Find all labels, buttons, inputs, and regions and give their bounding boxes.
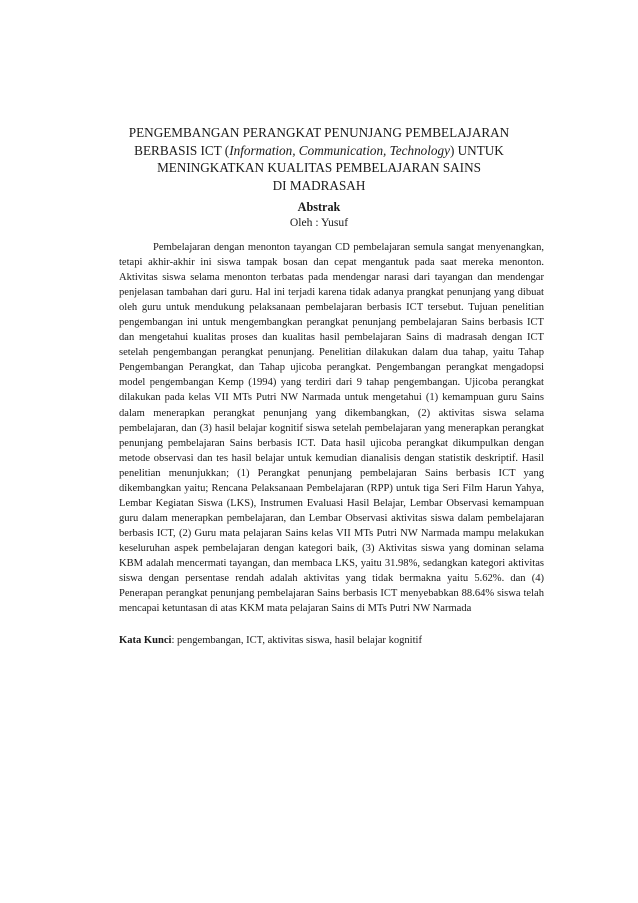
paper-title xyxy=(100,124,538,194)
keywords xyxy=(119,633,544,648)
title-line-4: DI MADRASAH xyxy=(272,177,366,193)
title-line-2-prefix: BERBASIS ICT ( xyxy=(134,142,230,158)
abstract-body: Pembelajaran dengan menonton tayangan CD pembelajaran semula sangat menyenangkan, tetapi akhir-akhir ini siswa tampak bosan dan cepat mengantuk pada saat mereka menonton. Aktivitas siswa selama menonton terbatas pada mendengar narasi dari tayangan dan mendengar penjelasan tambahan dari guru. Hal ini terjadi karena tidak adanya prangkat penunjang yang dibuat oleh guru untuk mendukung pelaksanaan pembelajaran berbasis ICT tersebut. Tujuan penelitian pengembangan ini untuk mengembangkan perangkat penunjang pembelajaran Sains berbasis ICT dan mengetahui kualitas proses dan kualitas hasil pembelajaran Sains di madrasah dengan ICT setelah pengembangan perangkat penunjang. Penelitian dilakukan dalam dua tahap, yaitu Tahap Pengembangan Perangkat, dan Tahap ujicoba perangkat. Pengembangan perangkat mengadopsi model pengembangan Kemp (1994) yang terdiri dari 9 tahap pengembangan. Ujicoba perangkat dilakukan pada kelas VII MTs Putri NW Narmada untuk mengetahui (1) kemampuan guru Sains dalam menerapkan perangkat penunjang yang dikembangkan, (2) aktivitas siswa selama pembelajaran, dan (3) hasil belajar kognitif siswa setelah pembelajaran yang menerapkan perangkat penunjang pembelajaran Sains berbasis ICT. Data hasil ujicoba perangkat dikumpulkan dengan metode observasi dan tes hasil belajar untuk kemudian dianalisis dengan statistik deskriptif. Hasil penelitian menunjukkan; (1) Perangkat penunjang pembelajaran Sains berbasis ICT yang dikembangkan yaitu; Rencana Pelaksanaan Pembelajaran (RPP) untuk tiga Seri Film Harun Yahya, Lembar Kegiatan Siswa (LKS), Instrumen Evaluasi Hasil Belajar, Lembar Observasi kemampuan guru dalam menerapkan pembelajaran, dan Lembar Observasi aktivitas siswa dalam pembelajaran berbasis ICT, (2) Guru mata pelajaran Sains kelas VII MTs Putri NW Narmada mampu melakukan keseluruhan aspek pembelajaran dengan kategori baik, (3) Aktivitas siswa yang dominan selama KBM adalah mencermati tayangan, dan membaca LKS, yaitu 31.98%, sedangkan kategori aktivitas siswa dengan persentase rendah adalah aktivitas yang tidak bermakna yaitu 5.62%. dan (4) Penerapan perangkat penunjang pembelajaran Sains berbasis ICT menyebabkan 88.64% siswa telah mencapai ketuntasan di atas KKM mata pelajaran Sains di MTs Putri NW Narmada xyxy=(119,242,544,615)
title-line-2-suffix: ) UNTUK xyxy=(449,142,504,158)
author-line: Oleh : Yusuf xyxy=(289,216,349,229)
title-line-1: PENGEMBANGAN PERANGKAT PENUNJANG PEMBELAJARAN xyxy=(128,125,510,140)
title-line-3: MENINGKATKAN KUALITAS PEMBELAJARAN SAINS xyxy=(157,160,481,175)
title-line-2-italic: Information, Communication, Technology xyxy=(229,142,450,158)
keywords-text: : pengembangan, ICT, aktivitas siswa, hasil belajar kognitif xyxy=(171,635,422,646)
abstract-heading: Abstrak xyxy=(297,200,341,214)
title-line-2 xyxy=(100,142,538,160)
keywords-label: Kata Kunci xyxy=(119,635,172,646)
